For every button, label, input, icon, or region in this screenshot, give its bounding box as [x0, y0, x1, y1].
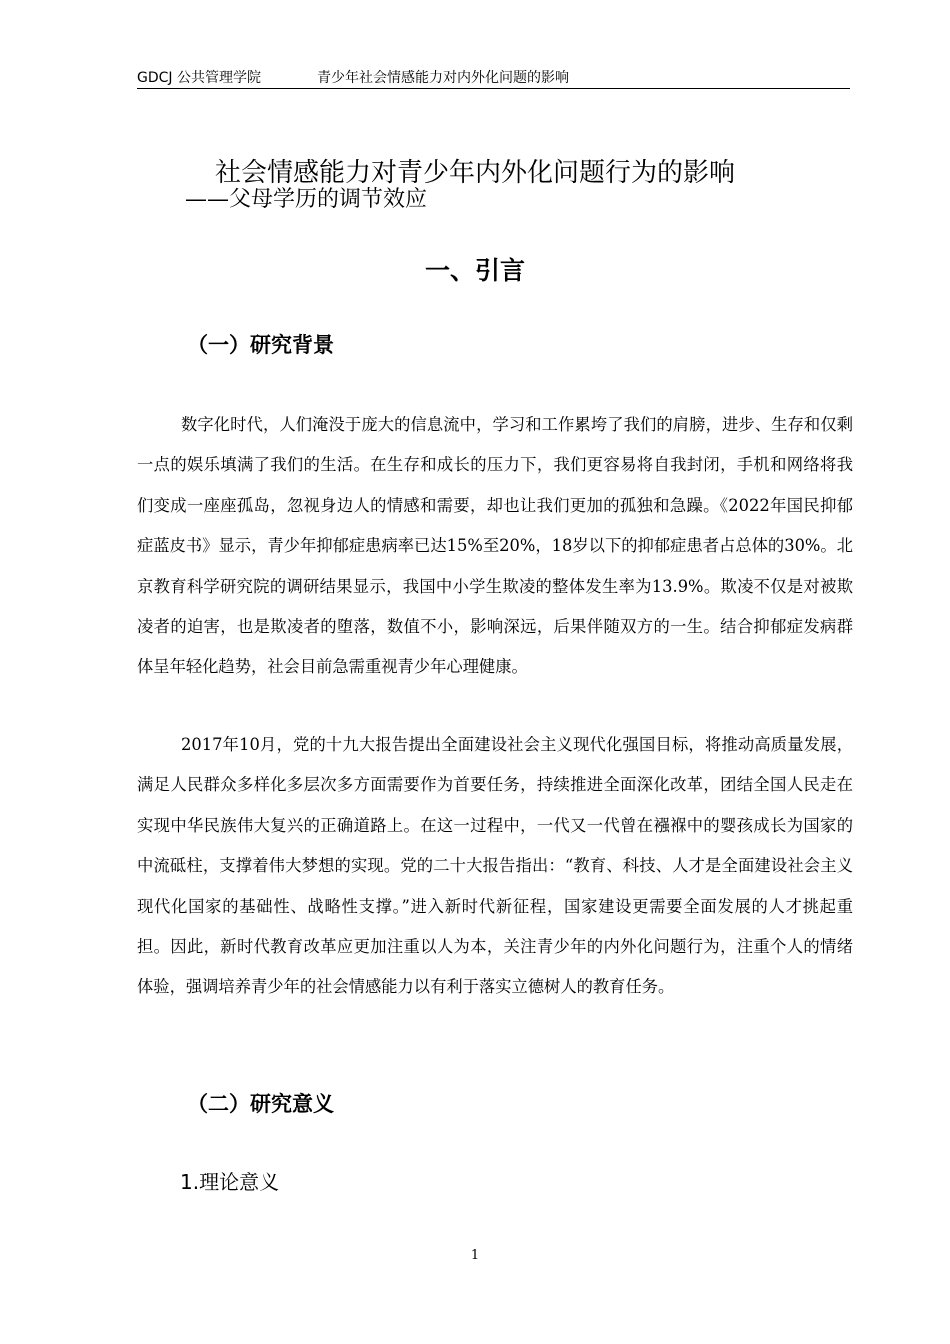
header-running-title: 青少年社会情感能力对内外化问题的影响	[317, 70, 569, 86]
subsection-heading-background: （一）研究背景	[187, 333, 334, 357]
running-header	[137, 68, 850, 89]
background-paragraph-1: 数字化时代，人们淹没于庞大的信息流中，学习和工作累垮了我们的肩膀，进步、生存和仅剩一点的娱乐填满了我们的生活。在生存和成长的压力下，我们更容易将自我封闭，手机和网络将我们变成一座座孤岛，忽视身边人的情感和需要，却也让我们更加的孤独和急躁。《2022年国民抑郁症蓝皮书》显示，青少年抑郁症患病率已达15%至20%，18岁以下的抑郁症患者占总体的30%。北京教育科学研究院的调研结果显示，我国中小学生欺凌的整体发生率为13.9%。欺凌不仅是对被欺凌者的迫害，也是欺凌者的堕落，数值不小，影响深远，后果伴随双方的一生。结合抑郁症发病群体呈年轻化趋势，社会目前急需重视青少年心理健康。	[137, 415, 853, 677]
background-paragraph-2: 2017年10月，党的十九大报告提出全面建设社会主义现代化强国目标，将推动高质量发展，满足人民群众多样化多层次多方面需要作为首要任务，持续推进全面深化改革，团结全国人民走在实现中华民族伟大复兴的正确道路上。在这一过程中，一代又一代曾在襁褓中的婴孩成长为国家的中流砥柱，支撑着伟大梦想的实现。党的二十大报告指出：“教育、科技、人才是全面建设社会主义现代化国家的基础性、战略性支撑。”进入新时代新征程，国家建设更需要全面发展的人才挑起重担。因此，新时代教育改革应更加注重以人为本，关注青少年的内外化问题行为，注重个人的情绪体验，强调培养青少年的社会情感能力以有利于落实立德树人的教育任务。	[137, 735, 853, 997]
header-institution: GDCJ 公共管理学院	[137, 70, 261, 86]
document-title: 社会情感能力对青少年内外化问题行为的影响	[214, 158, 735, 188]
minor-heading-theoretical-significance: 1.理论意义	[180, 1170, 280, 1194]
subsection-heading-significance: （二）研究意义	[187, 1092, 334, 1116]
section-heading-introduction: 一、引言	[424, 256, 525, 285]
document-subtitle: ——父母学历的调节效应	[185, 187, 428, 212]
page-number: 1	[470, 1248, 480, 1263]
